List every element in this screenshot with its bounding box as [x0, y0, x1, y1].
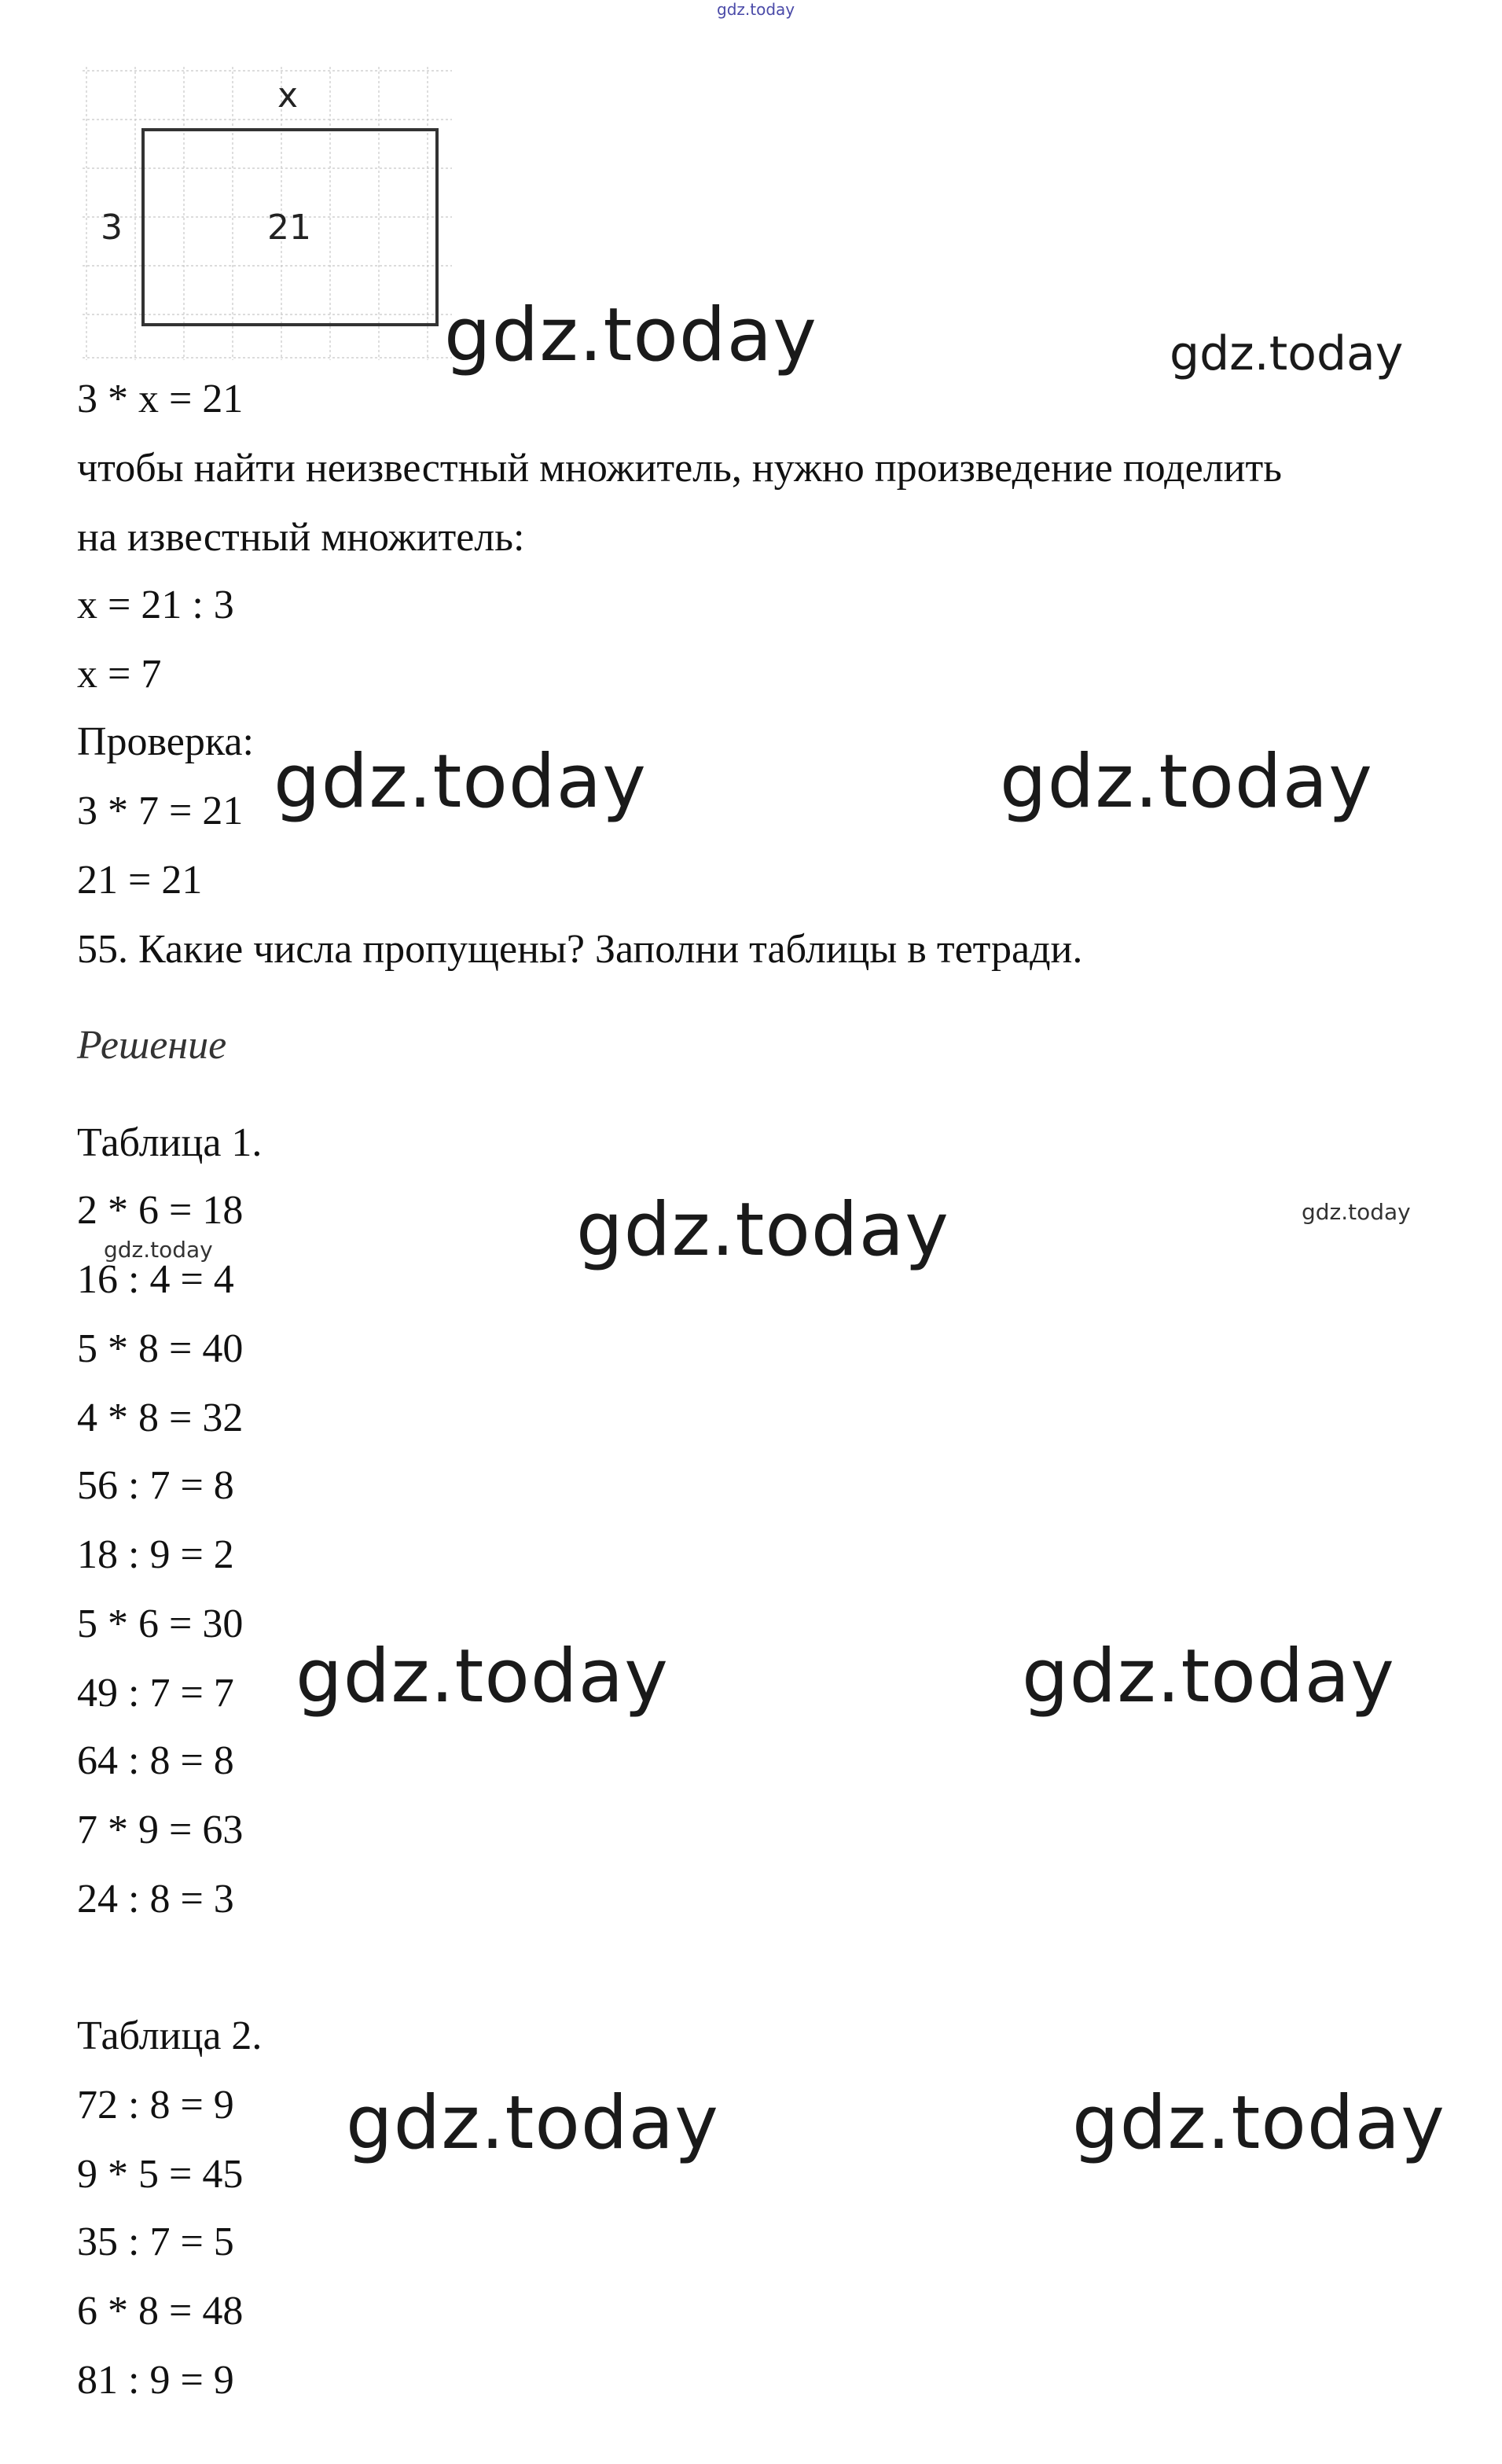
- watermark: gdz.today: [1022, 1634, 1395, 1719]
- table-2-row: 72 : 8 = 9: [77, 2083, 234, 2127]
- table-1-row: 5 * 8 = 40: [77, 1326, 244, 1371]
- table-2-row: 9 * 5 = 45: [77, 2152, 244, 2197]
- table-2-heading: Таблица 2.: [77, 2013, 263, 2058]
- watermark: gdz.today: [576, 1187, 949, 1273]
- table-1-heading: Таблица 1.: [77, 1120, 263, 1165]
- rule-line-2: на известный множитель:: [77, 515, 525, 560]
- watermark-top: gdz.today: [717, 0, 795, 19]
- eq-x-div: x = 21 : 3: [77, 583, 234, 627]
- watermark: gdz.today: [346, 2080, 719, 2166]
- table-2-row: 35 : 7 = 5: [77, 2219, 234, 2264]
- table-1-row: 16 : 4 = 4: [77, 1257, 234, 1302]
- watermark: gdz.today: [444, 292, 817, 378]
- watermark: gdz.today: [274, 739, 647, 825]
- check-eq-1: 3 * 7 = 21: [77, 789, 244, 833]
- watermark: gdz.today: [1000, 739, 1373, 825]
- label-side: 3: [101, 208, 123, 248]
- table-1-row: 64 : 8 = 8: [77, 1738, 234, 1783]
- table-1-row: 18 : 9 = 2: [77, 1532, 234, 1577]
- table-2-row: 81 : 9 = 9: [77, 2358, 234, 2403]
- table-1-row: 7 * 9 = 63: [77, 1808, 244, 1852]
- table-1-row: 24 : 8 = 3: [77, 1877, 234, 1922]
- check-heading: Проверка:: [77, 719, 254, 764]
- eq-x-7: x = 7: [77, 652, 162, 697]
- table-2-row: 6 * 8 = 48: [77, 2289, 244, 2333]
- rule-line-1: чтобы найти неизвестный множитель, нужно произведение поделить: [77, 446, 1282, 491]
- table-1-row: 49 : 7 = 7: [77, 1671, 234, 1716]
- watermark: gdz.today: [104, 1237, 213, 1263]
- label-x: x: [277, 75, 299, 116]
- table-1-row: 56 : 7 = 8: [77, 1463, 234, 1508]
- watermark: gdz.today: [1170, 326, 1404, 381]
- table-1-row: 4 * 8 = 32: [77, 1396, 244, 1440]
- table-1-row: 5 * 6 = 30: [77, 1602, 244, 1646]
- watermark: gdz.today: [1072, 2080, 1445, 2166]
- rectangle-figure: [79, 63, 456, 362]
- label-area: 21: [267, 208, 311, 248]
- watermark: gdz.today: [1302, 1199, 1411, 1225]
- check-eq-2: 21 = 21: [77, 858, 203, 903]
- task-55: 55. Какие числа пропущены? Заполни таблицы в тетради.: [77, 927, 1083, 972]
- solution-heading: Решение: [77, 1023, 227, 1068]
- table-1-row: 2 * 6 = 18: [77, 1188, 244, 1233]
- eq-3x: 3 * x = 21: [77, 377, 244, 421]
- watermark: gdz.today: [296, 1634, 669, 1719]
